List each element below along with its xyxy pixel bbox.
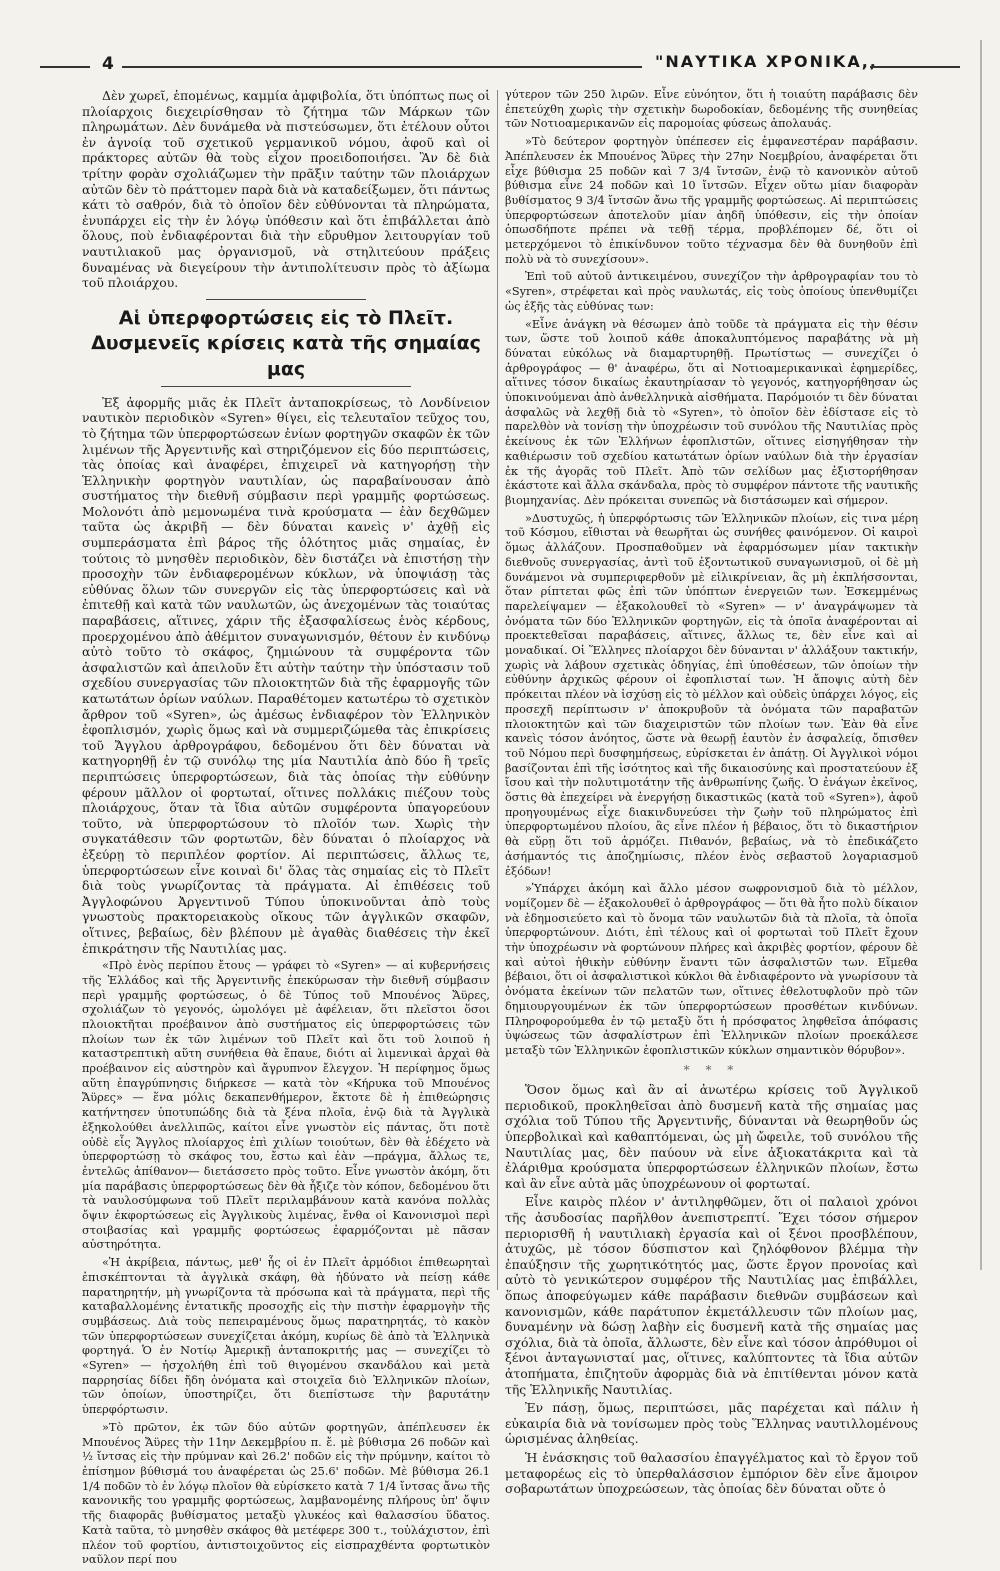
headline-rule [206, 299, 366, 300]
quote-paragraph: »Τὸ δεύτερον φορτηγὸν ὑπέπεσεν εἰς ἐμφανεστέραν παράβασιν. Ἀπέπλευσεν ἐκ Μπουένος Ἄϋρες τὴν 27ην Νοεμβρίου, ἀναφέρεται ὅτι εἶχε βύθισμα 25 ποδῶν καὶ 7 3/4 ἴντσῶν, ἐνῷ τὸ κανονικὸν αὐτοῦ βύθισμα εἶνε 24 ποδῶν καὶ 10 ἴντσῶν. Εἶχεν οὕτω μίαν διαφορὰν βυθίσματος 9 3/4 ἴντσῶν ἄνω τῆς γραμμῆς φορτώσεως. Αἱ περιπτώσεις ὑπερφορτώσεων ἀποτελοῦν μίαν ἀηδῆ ὑπόθεσιν, εἰς τὴν ὁποίαν ὁπωσδήποτε πρέπει νὰ τεθῇ τέρμα, προβλέπομεν δέ, ὅτι οἱ μετερχόμενοι τὸ ἐπικίνδυνον τοῦτο τέχνασμα δὲν θὰ δυνηθοῦν ἐπὶ πολὺ νὰ τὸ συνεχίσουν». [505, 135, 918, 266]
header-rule-right [870, 66, 960, 68]
header-rule-middle [122, 66, 642, 68]
headline-underline [161, 386, 411, 387]
journal-title: "ΝΑΥΤΙΚΑ ΧΡΟΝΙΚΑ,, [655, 52, 878, 71]
quote-paragraph: «Εἶνε ἀνάγκη νὰ θέσωμεν ἀπὸ τοῦδε τὰ πράγματα εἰς τὴν θέσιν των, ὥστε τοῦ λοιποῦ κάθε ἀποκαλυπτόμενος παραβάτης νὰ μὴ δύναται εὐκόλως νὰ διαμαρτυρηθῇ. Πρωτίστως — συνεχίζει ὁ ἀρθρογράφος — θ' ἀναφέρω, ὅτι αἱ Νοτιοαμερικανικαὶ ἐφημερίδες, αἵτινες τόσον δικαίως ἐκαυτηρίασαν τὸ γεγονός, κατηγορήθησαν ὡς ὑποκινούμεναι ἀπὸ ἀνθελληνικὰ αἰσθήματα. Παρόμοιόν τι δὲν δύναται ἀσφαλῶς νὰ λεχθῇ διὰ τὸ «Syren», τὸ ὁποῖον δὲν ἐδίστασε εἰς τὸ παρελθὸν νὰ τονίσῃ τὴν ὑποχρέωσιν τοῦ συνόλου τῆς Ναυτιλίας πρὸς ἐκείνους ἐκ τῶν Ἑλλήνων ἐφοπλιστῶν, οἵτινες εἰσηγήθησαν τὴν καθιέρωσιν τοῦ σχεδίου κατωτάτων ὁρίων ναύλων διὰ τὴν ἐργασίαν ἐκ τῆς ἀγορᾶς τοῦ Πλεῖτ. Ἀπὸ τῶν σελίδων μας ἐξιστορήθησαν ἑκάστοτε καὶ ἄλλα σκάνδαλα, πρὸς τὸ συμφέρον πάντοτε τῆς ναυτικῆς βιομηχανίας. Δὲν πρόκειται συνεπῶς νὰ διστάσωμεν καὶ σήμερον. [505, 317, 918, 507]
article-headline [82, 299, 490, 387]
quote-paragraph: «Ἡ ἀκρίβεια, πάντως, μεθ' ἧς οἱ ἐν Πλεῖτ ἁρμόδιοι ἐπιθεωρηταὶ ἐπισκέπτονται τὰ ἀγγλικὰ σκάφη, θὰ ἠδύνατο νὰ πείσῃ κάθε παρατηρητήν, μὴ γνωρίζοντα τὰ πρόσωπα καὶ τὰ πράγματα, περὶ τῆς καταβαλλομένης ἐντατικῆς προσοχῆς εἰς τὴν πιστὴν ἐφαρμογὴν τῆς συμβάσεως. Διὰ τοὺς πεπειραμένους ὅμως παρατηρητάς, τὸ κακὸν τῶν ὑπερφορτώσεων συνεχίζεται ἀκόμη, κυρίως δὲ ἀπὸ τὰ Ἑλληνικὰ φορτηγά. Ὁ ἐν Νοτίῳ Ἀμερικῇ ἀνταποκριτής μας — συνεχίζει τὸ «Syren» — ἠσχολήθη ἐπὶ τοῦ θιγομένου σκανδάλου καὶ μετὰ παρρησίας δίδει ἤδη ὀνόματα καὶ στοιχεῖα διὸ Ἑλληνικῶν πλοίων, τῶν ὁποίων, ὑποστηρίζει, ὅτι διεπίστωσε τὴν βαρυτάτην ὑπερφόρτωσιν. [82, 1256, 490, 1417]
left-column [82, 88, 490, 1571]
page-number: 4 [102, 54, 114, 74]
column-divider [497, 90, 498, 1290]
closing-paragraph: Ὅσον ὅμως καὶ ἂν αἱ ἀνωτέρω κρίσεις τοῦ Ἀγγλικοῦ περιοδικοῦ, προκληθεῖσαι ἀπὸ δυσμενῆ κατὰ τῆς σημαίας μας σχόλια τοῦ Τύπου τῆς Ἀργεντινῆς, δύνανται νὰ θεωρηθοῦν ὡς ὑπερβολικαὶ καὶ καθαπτόμεναι, ὡς μὴ ὤφειλε, τοῦ συνόλου τῆς Ναυτιλίας μας, δὲν παύουν νὰ εἶνε ἀξιοκατάκριτα καὶ τὰ ἐλάριθμα κρούσματα ὑπερφορτώσεων ἑλληνικῶν πλοίων, ἔστω καὶ ἂν εἶνε αὐτὰ μᾶς ὑποχρέωνουν οἱ φορτωταί. [505, 1082, 918, 1191]
closing-paragraph: Ἐν πάσῃ, ὅμως, περιπτώσει, μᾶς παρέχεται καὶ πάλιν ἡ εὐκαιρία διὰ νὰ τονίσωμεν πρὸς τοὺς Ἕλληνας ναυτιλλομένους ὡρισμένας ἀληθείας. [505, 1400, 918, 1447]
headline-secondary: Δυσμενεῖς κρίσεις κατὰ τῆς σημαίας μας [91, 331, 481, 380]
quote-paragraph: »Τὸ πρῶτον, ἐκ τῶν δύο αὐτῶν φορτηγῶν, ἀπέπλευσεν ἐκ Μπουένος Ἄϋρες τὴν 11ην Δεκεμβρίου π. ἔ. μὲ βύθισμα 26 ποδῶν καὶ ½ ἴντσας εἰς τὴν πρύμναν καὶ 26.2' ποδῶν εἰς τὴν πρύμνην, καίτοι τὸ ἐπίσημον βύθισμά του ἀναφέρεται ὡς 25.6' ποδῶν. Μὲ βύθισμα 26.1 1/4 ποδῶν τὸ ἐν λόγῳ πλοῖον θὰ εὑρίσκετο κατὰ 7 1/4 ἴντσας ἄνω τῆς κανονικῆς του γραμμῆς φορτώσεως, λαμβανομένης πλήρους ὑπ' ὄψιν τῆς διαφορᾶς βυθίσματος μεταξὺ γλυκέος καὶ θαλασσίου ὕδατος. Κατὰ ταῦτα, τὸ μνησθὲν σκάφος θὰ μετέφερε 300 τ., τοὐλάχιστον, ἐπὶ πλέον τοῦ φορτίου, ἀντιστοιχοῦντος εἰς εἰσπραχθέντα φορτωτικὸν ναῦλον περί που [82, 1420, 490, 1567]
quote-paragraph: »Δυστυχῶς, ἡ ὑπερφόρτωσις τῶν Ἑλληνικῶν πλοίων, εἰς τινα μέρη τοῦ Κόσμου, εἴθισται νὰ θεωρῆται ὡς συνήθες φαινόμενον. Οἱ καιροὶ ὅμως ἀλλάζουν. Προσπαθοῦμεν νὰ ἐφαρμόσωμεν μίαν τακτικὴν διεθνοῦς συνεργασίας, ἀντὶ τοῦ ἐξοντωτικοῦ συναγωνισμοῦ, οἱ δὲ μὴ δυνάμενοι νὰ συμπεριφερθοῦν μὲ εἰλικρίνειαν, ἂς μὴ ἐκπλήσσονται, ὅταν ρίπτεται φῶς ἐπὶ τῶν ὑπόπτων ἐνεργειῶν των. Ἐσκεμμένως παρελείψαμεν — ἐξακολουθεῖ τὸ «Syren» — ν' ἀναγράψωμεν τὰ ὀνόματα τῶν δύο Ἑλληνικῶν φορτηγῶν, εἰς τὰ ὁποῖα ἀναφέρονται αἱ προεκτεθεῖσαι παραβάσεις, αἵτινες, ἄλλως τε, δὲν εἶνε καὶ αἱ μοναδικαί. Οἱ Ἕλληνες πλοίαρχοι δὲν δύνανται ν' ἀλλάξουν τακτικήν, χωρὶς νὰ λάβουν σχετικὰς ὁδηγίας, ἐπὶ ὑποθέσεων, τῶν ὁποίων τὴν εὐθύνην ἀρχικῶς φέρουν οἱ ἐφοπλισταί των. Ἡ ἄποψις αὐτὴ δὲν πρόκειται πλέον νὰ ἰσχύσῃ εἰς τὸ μέλλον καὶ οὐδεὶς ὑπάρχει λόγος, εἰς προσεχῆ περίπτωσιν ν' ἀποκρυβοῦν τὰ ὀνόματα τῶν παραβατῶν πλοιοκτητῶν καὶ τῶν διαχειριστῶν τῶν πλοίων των. Ἐὰν θὰ εἶνε κανεὶς τόσον ἀνόητος, ὥστε νὰ θεωρῇ ἑαυτὸν ἐν ἀσφαλείᾳ, ὄπισθεν τοῦ Νόμου περὶ δυσφημήσεως, εὑρίσκεται ἐν ἀπάτῃ. Οἱ Ἀγγλικοὶ νόμοι βασίζονται ἐπὶ τῆς ἰσότητος καὶ τῆς δικαιοσύνης καὶ προστατεύουν ἐξ ἴσου καὶ τὴν πολυτιμοτάτην τῆς ἀνθρωπίνης ζωῆς. Ὁ ἐνάγων ἐκεῖνος, ὅστις θὰ ἐπεχείρει νὰ ἐνεργήσῃ δικαστικῶς (κατὰ τοῦ «Syren»), ἀφοῦ προηγουμένως εἶχε διακινδυνεύσει τὴν ζωὴν τοῦ πληρώματος ἐπὶ ὑπερφορτωμένου πλοίου, ἂς εἶνε πλέον ἡ βέβαιος, ὅτι τὸ δικαστήριον θὰ εὕρῃ ὅτι τοῦ ἁρμόζει. Πιθανόν, βεβαίως, νὰ τὸ ἐπεδικάζετο ἀσήμαντός τις ἀποζημίωσις, πλέον ἐνὸς σεβαστοῦ λογαριασμοῦ ἐξόδων! [505, 511, 918, 878]
quote-paragraph: »Ὑπάρχει ἀκόμη καὶ ἄλλο μέσον σωφρονισμοῦ διὰ τὸ μέλλον, νομίζομεν δὲ — ἐξακολουθεῖ ὁ ἀρθρογράφος — ὅτι θὰ ἦτο πολὺ δίκαιον νὰ ἐδημοσιεύετο καὶ τὸ ὄνομα τῶν ναυλωτῶν διὰ τὰ πλοῖα, τὰ ὁποῖα ὑπερφορτώνουν. Διότι, ἐπὶ τέλους καὶ οἱ φορτωταὶ τοῦ Πλεῖτ ἔχουν τὴν ὑποχρέωσιν νὰ φορτώνουν πλήρες καὶ ἀκριβὲς φορτίον, φέρουν δὲ καὶ αὐτοὶ ἠθικὴν εὐθύνην ἔναντι τῶν ἀσφαλιστῶν των. Εἴμεθα βέβαιοι, ὅτι οἱ ἀσφαλιστικοὶ κύκλοι θὰ ἐνδιαφέροντο νὰ γνωρίσουν τὰ ὀνόματα ἐκείνων τῶν πελατῶν των, οἵτινες ἐθελοτυφλοῦν πρὸ τῶν δημιουργουμένων ἐκ τῶν ὑπερφορτώσεων προσθέτων κινδύνων. Πληροφορούμεθα ἐν τῷ μεταξὺ ὅτι ἡ πρόσφατος ληφθεῖσα ἀπόφασις ὑψώσεως τῶν ἀσφαλίστρων ἐπὶ Ἑλληνικῶν πλοίων προεκάλεσε μεταξὺ τῶν Ἑλληνικῶν ἐφοπλιστικῶν κύκλων σημαντικὸν θόρυβον». [505, 882, 918, 1057]
article-paragraph: Ἐξ ἀφορμῆς μιᾶς ἐκ Πλεῖτ ἀνταποκρίσεως, τὸ Λονδίνειον ναυτικὸν περιοδικὸν «Syren» θίγει, εἰς τελευταῖον τεῦχος του, τὸ ζήτημα τῶν ὑπερφορτώσεων ἐνίων φορτηγῶν σκαφῶν ἐκ τῶν λιμένων τῆς Ἀργεντινῆς καὶ στηριζόμενον εἰς δύο περιπτώσεις, τὰς ὁποίας καὶ ἀναφέρει, ἐπιχειρεῖ νὰ κατηγορήσῃ τὴν Ἑλληνικὴν φορτηγὸν ναυτιλίαν, ὡς παραβαίνουσαν ἀπὸ συστήματος τὴν διεθνῆ σύμβασιν περὶ γραμμῆς φορτώσεως. Μολονότι ἀπὸ μεμονωμένα τινὰ κρούσματα — ἐὰν δεχθῶμεν ταῦτα ὡς ἀκριβῆ — δὲν δύναται κανεὶς ν' ἀχθῇ εἰς συμπεράσματα ἐπὶ βάρος τῆς ὁλότητος μιᾶς σημαίας, ἐν τούτοις τὸ μνησθὲν περιοδικὸν, δὲν διστάζει νὰ ἐπιστήσῃ τὴν προσοχὴν τῶν ἐνδιαφερομένων κύκλων, νὰ ὑποψιάσῃ τὰς εὐθύνας ὅλων τῶν συνεργῶν εἰς τὰς ὑπερφορτώσεις καὶ νὰ ἐπιτεθῇ καὶ κατὰ τῶν ναυλωτῶν, ὡς ἀνεχομένων τὰς τοιαύτας παραβάσεις, αἵτινες, χάριν τῆς ἐξασφαλίσεως ἑνὸς κέρδους, προερχομένου ἀπὸ ἀθέμιτον συναγωνισμόν, θέτουν ἐν κινδύνῳ αὐτὸ τοῦτο τὸ σκάφος, ζημιώνουν τὰ συμφέροντα τῶν ἀσφαλιστῶν καὶ ἀπειλοῦν ἔτι αὐτὴν ταύτην τὴν ὑπόστασιν τοῦ σχεδίου συνεργασίας τῶν πλοιοκτητῶν διὰ τῆς ἐφαρμογῆς τῶν κατωτάτων ὁρίων ναύλων. Παραθέτομεν κατωτέρω τὸ σχετικὸν ἄρθρον τοῦ «Syren», ὡς ἀμέσως ἐνδιαφέρον τὸν Ἑλληνικὸν ἐφοπλισμόν, χωρὶς ὅμως καὶ νὰ συμμεριζώμεθα τὰς ἐπικρίσεις τοῦ Ἄγγλου ἀρθρογράφου, δεδομένου ὅτι δὲν δύναται νὰ κατηγορηθῇ ἐν τῷ συνόλῳ της μία Ναυτιλία ἀπὸ δύο ἢ τρεῖς περιπτώσεις ὑπερφορτώσεων, διὰ τὰς ὁποίας τὴν εὐθύνην φέρουν μᾶλλον οἱ φορτωταί, οἵτινες πολλάκις πιέζουν τοὺς πλοιάρχους, ὅταν τὰ ἴδια αὐτῶν συμφέροντα ὑπαγορεύουν τοῦτο, νὰ ὑπερφορτώσουν τὸ πλοῖόν των. Χωρὶς τὴν συγκατάθεσιν τῶν φορτωτῶν, δὲν δύναται ὁ πλοίαρχος νὰ ἐξεύρῃ τὸ περιπλέον φορτίον. Αἱ περιπτώσεις, ἄλλως τε, ὑπερφορτώσεων εἶνε κοιναὶ δι' ὅλας τὰς σημαίας εἰς τὸ Πλεῖτ διὰ τοὺς γνωρίζοντας τὰ πράγματα. Αἱ ἐπιθέσεις τοῦ Ἀγγλοφώνου Ἀργεντινοῦ Τύπου ὑποκινοῦνται ἀπὸ τοὺς γνωστοὺς πρακτορειακοὺς οἴκους τῶν ἀγγλικῶν σκαφῶν, οἵτινες, βεβαίως, δὲν βλέπουν μὲ ἀγαθὰς διαθέσεις τὴν ἐκεῖ ἐπικράτησιν τῆς Ναυτιλίας μας. [82, 394, 490, 956]
quote-paragraph: «Πρὸ ἑνὸς περίπου ἔτους — γράφει τὸ «Syren» — αἱ κυβερνήσεις τῆς Ἑλλάδος καὶ τῆς Ἀργεντινῆς ἐπεκύρωσαν τὴν διεθνῆ σύμβασιν περὶ γραμμῆς φορτώσεως, ὁ δὲ Τύπος τοῦ Μπουένος Ἄϋρες, σχολιάζων τὸ γεγονός, ὡμολόγει μὲ ἀφέλειαν, ὅτι πλεῖστοι ὅσοι πλοιοκτῆται προέβαινον ἀπὸ συστήματος εἰς ὑπερφορτώσεις τῶν πλοίων των ἐκ τῶν λιμένων τοῦ Πλεῖτ καὶ ὅτι τοῦ λοιποῦ ἡ καταστρεπτικὴ αὕτη συνήθεια θὰ ἔπαυε, διότι αἱ λιμενικαὶ ἀρχαὶ θὰ προέβαινον εἰς αὐστηρὸν καὶ ἄγρυπνον ἔλεγχον. Ἡ περίφημος ὅμως αὕτη ἐπαγρύπνησις διήρκεσε — κατὰ τὸν «Κήρυκα τοῦ Μπουένος Ἄϋρες» — ἕνα μόλις δεκαπενθήμερον, ἔκτοτε δὲ ἡ ἐπιθεώρησις κατήντησεν ὑποτυπώδης διὰ τὰ ξένα πλοῖα, ἐνῷ διὰ τὰ Ἀγγλικὰ ἐξηκολούθει ἀνελλιπῶς, καίτοι εἶνε γνωστὸν εἰς πάντας, ὅτι ποτὲ οὐδὲ εἷς Ἄγγλος πλοίαρχος ἐπὶ χιλίων τοιούτων, δὲν θὰ ἐδέχετο νὰ ὑπερφορτώσῃ τὸ σκάφος του, ἔστω καὶ ἐὰν —πράγμα, ἄλλως τε, ἐντελῶς ἀπίθανον— διετάσσετο πρὸς τοῦτο. Εἶνε γνωστὸν ἀκόμη, ὅτι μία παράβασις ὑπερφορτώσεως δὲν θὰ ἦξιζε τὸν κόπον, δεδομένου ὅτι τὰ ναυλοσύμφωνα τοῦ Πλεῖτ περιλαμβάνουν κατὰ κανόνα πολλὰς ὄψιν ἐκφορτώσεως εἰς Ἀγγλικοὺς λιμένας, ἔνθα οἱ Κανονισμοὶ περὶ στοιβασίας καὶ γραμμῆς φορτώσεως ἐφαρμόζονται μὲ πᾶσαν αὐστηρότητα. [82, 959, 490, 1252]
right-column [505, 88, 918, 1500]
closing-paragraph: Ἡ ἐνάσκησις τοῦ θαλασσίου ἐπαγγέλματος καὶ τὸ ἔργον τοῦ μεταφορέως εἰς τὸ ὑπερθαλάσσιον ἐμπόριον δὲν εἶνε ἄμοιρον σοβαρωτάτων ὑποχρεώσεων, τὰς ὁποίας δὲν δύναται οὔτε ὁ [505, 1449, 918, 1497]
page-edge [980, 40, 982, 1270]
section-separator: * * * [683, 1062, 740, 1077]
quote-paragraph: Ἐπὶ τοῦ αὐτοῦ ἀντικειμένου, συνεχίζον τὴν ἀρθρογραφίαν του τὸ «Syren», στρέφεται καὶ πρὸς ναυλωτάς, εἰς τοὺς ὁποίους ὑπενθυμίζει ὡς ἑξῆς τὰς εὐθύνας των: [505, 270, 918, 313]
page-header [40, 52, 960, 82]
headline-primary: Αἱ ὑπερφορτώσεις εἰς τὸ Πλεῖτ. [118, 306, 454, 329]
quote-paragraph: γύτερον τῶν 250 λιρῶν. Εἶνε εὐνόητον, ὅτι ἡ τοιαύτη παράβασις δὲν ἐπετεύχθη χωρὶς τὴν σχετικὴν δωροδοκίαν, δεδομένης τῆς συνηθείας τῶν Νοτιοαμερικανῶν εἰς παρομοίας φύσεως ἀπολαυάς. [505, 88, 918, 131]
intro-paragraph: Δὲν χωρεῖ, ἑπομένως, καμμία ἀμφιβολία, ὅτι ὑπόπτως πως οἱ πλοίαρχοις διεχειρίσθησαν τὸ ζήτημα τῶν Μάρκων τῶν πληρωμάτων. Δὲν δυνάμεθα νὰ πιστεύσωμεν, ὅτι ἐτέλουν οὗτοι ἐν ἀγνοίᾳ τοῦ σχετικοῦ γερμανικοῦ νόμου, ἀφοῦ καὶ οἱ πράκτορες αὐτῶν θὰ τοὺς εἶχον προειδοποιήσει. Ἂν δὲ διὰ τρίτην φορὰν σχολιάζωμεν τὴν πρᾶξιν ταύτην τῶν πλοιάρχων αὐτῶν δὲν τὸ πράττομεν παρὰ διὰ νὰ καταδείξωμεν, ὅτι πάντως κάτι τὸ σαθρόν, διὰ τὸ ὁποῖον δὲν εὐθύνονται τὰ πληρώματα, ἐνυπάρχει εἰς τὴν ἐν λόγῳ ὑπόθεσιν καὶ ὅτι ἐπιβάλλεται ἀπὸ ὅλους, ποὺ ἐνδιαφέρονται διὰ τὴν εὔρυθμον λειτουργίαν τοῦ ναυτιλιακοῦ μας ὀργανισμοῦ, νὰ στηλιτεύουν πράξεις δυναμένας νὰ διεγείρουν τὴν ἀντιπολίτευσιν πρὸς τὸ ἀξίωμα τοῦ πλοιάρχου. [82, 88, 490, 291]
closing-paragraph: Εἶνε καιρὸς πλέον ν' ἀντιληφθῶμεν, ὅτι οἱ παλαιοὶ χρόνοι τῆς ἀσυδοσίας παρῆλθον ἀνεπιστρεπτί. Ἔχει τόσον σήμερον περιορισθῆ ἡ ναυτιλιακὴ ἐργασία καὶ οἱ ξένοι προσβλέπουν, ἀτυχῶς, μὲ τόσον δύσπιστον καὶ ζηλόφθονον βλέμμα τὴν ἐπαύξησιν τῆς χωρητικότητός μας, ὥστε ἔργον προνοίας καὶ αὐτὸ τὸ γενικώτερον συμφέρον τῆς Ναυτιλίας μας ἐπιβάλλει, ὅπως ἀποφεύγωμεν κάθε παράβασιν διεθνῶν συμβάσεων καὶ κανονισμῶν, κάθε παράτυπον ἐκμετάλλευσιν τῶν πλοίων μας, δυναμένην νὰ δώσῃ λαβὴν εἰς δυσμενῆ κατὰ τῆς σημαίας μας σχόλια, διὰ τὰ ὁποῖα, ἄλλωστε, δὲν εἶνε καὶ τόσον ἀπρόθυμοι οἱ ξένοι ἀνταγωνισταί μας, οἵτινες, καλύπτοντες τὰ ἴδια αὐτῶν ἀτοπήματα, ἐπιζητοῦν ἀφορμὰς διὰ νὰ ἐπιτίθενται μόνον κατὰ τῆς Ἑλληνικῆς Ναυτιλίας. [505, 1194, 918, 1397]
header-rule-left [40, 66, 90, 68]
